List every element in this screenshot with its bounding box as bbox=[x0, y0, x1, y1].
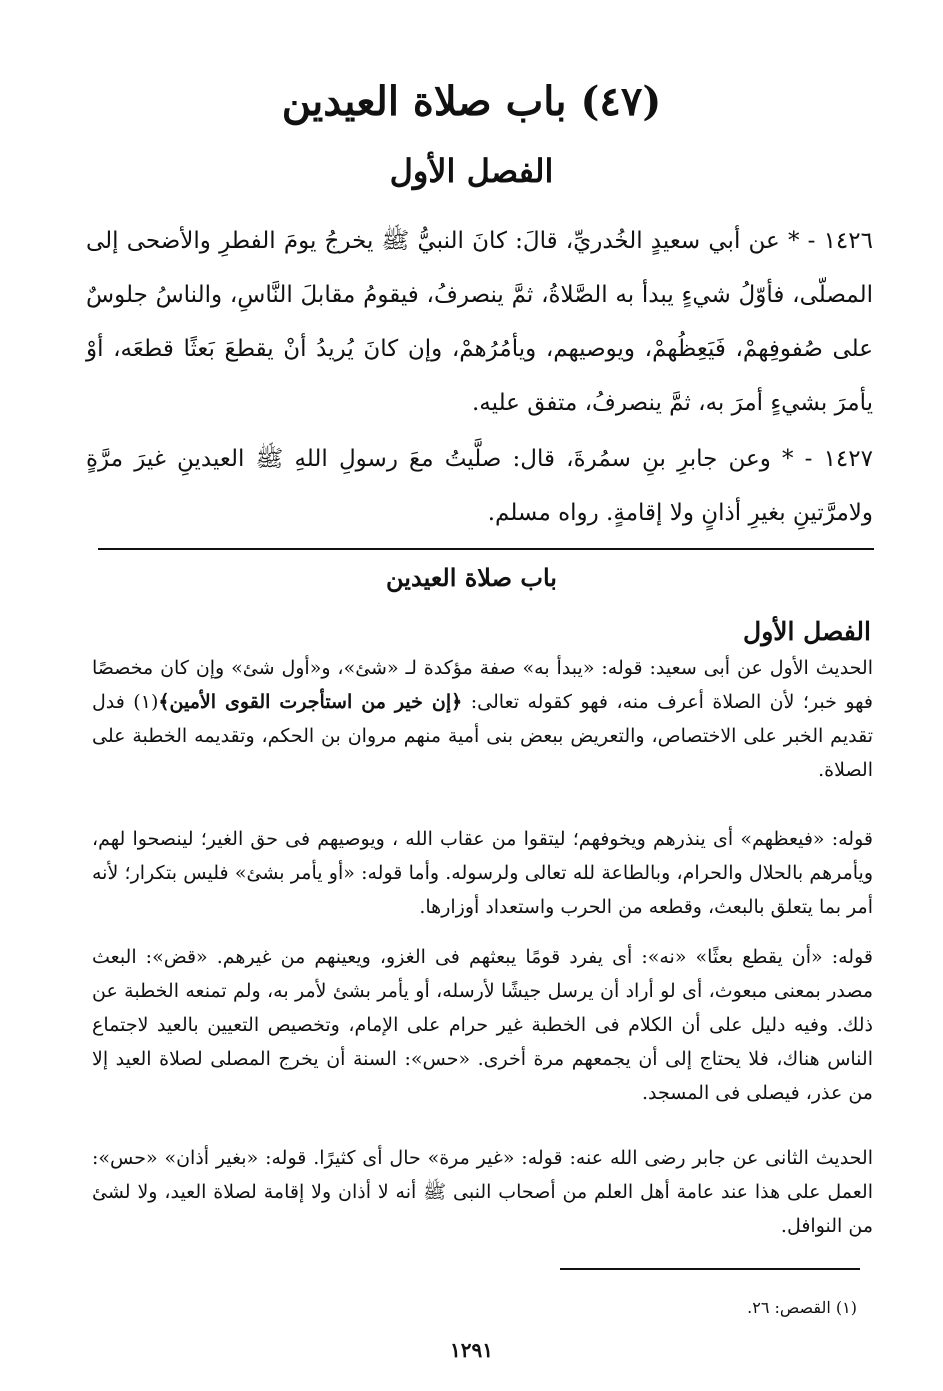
quran-quote: ﴿إن خير من استأجرت القوى الأمين﴾ bbox=[158, 691, 463, 713]
hadith-1426 bbox=[86, 214, 873, 430]
footnote: (١) القصص: ٢٦. bbox=[747, 1298, 857, 1317]
commentary-text: (١) فدل تقديم الخبر على الاختصاص، والتعريض ببعض بنى أمية منهم مروان بن الحكم، وتقديمه الخطبة على الصلاة. bbox=[92, 691, 873, 781]
hadith-text: وعن جابرِ بنِ سمُرةَ، قال: صلَّيتُ معَ رسولِ اللهِ ﷺ العيدينِ غيرَ مرَّةٍ ولامرَّتينِ بغيرِ أذانٍ ولا إقامةٍ. رواه مسلم. bbox=[86, 446, 873, 526]
section-title: الفصل الأول bbox=[389, 152, 554, 190]
section-divider bbox=[98, 548, 874, 550]
chapter-title: (٤٧) باب صلاة العيدين bbox=[281, 78, 662, 125]
commentary-text: الحديث الأول عن أبى سعيد: قوله: «يبدأ به» صفة مؤكدة لـ «شئ»، و«أول شئ» وإن كان مخصصًا فهو خبر؛ لأن الصلاة أعرف منه، فهو كقوله تعالى: bbox=[92, 657, 874, 713]
hadith-number: ١٤٢٧ - * bbox=[782, 446, 873, 472]
commentary-paragraph-1 bbox=[92, 651, 873, 787]
commentary-subtitle: الفصل الأول bbox=[743, 617, 871, 646]
footnote-divider bbox=[560, 1268, 860, 1270]
commentary-paragraph-4: الحديث الثانى عن جابر رضى الله عنه: قوله: «غير مرة» حال أى كثيرًا. قوله: «بغير أذان» «حس»: العمل على هذا عند عامة أهل العلم من أصحاب النبى ﷺ أنه لا أذان ولا إقامة لصلاة العيد، ولا لشئ من النوافل. bbox=[92, 1147, 873, 1237]
commentary-paragraph-2: قوله: «فيعظهم» أى ينذرهم ويخوفهم؛ ليتقوا من عقاب الله ، ويوصيهم فى حق الغير؛ لينصحوا لهم، ويأمرهم بالحلال والحرام، وبالطاعة لله تعالى ولرسوله. وأما قوله: «أو يأمر بشئ» فليس بتكرار؛ لأنه أمر بما يتعلق بالبعث، وقطعه من الحرب واستعداد أوزارها. bbox=[92, 828, 873, 918]
page-number: ١٢٩١ bbox=[450, 1338, 493, 1362]
hadith-number: ١٤٢٦ - * bbox=[787, 228, 873, 254]
hadith-text: عن أبي سعيدٍ الخُدريِّ، قالَ: كانَ النبيُّ ﷺ يخرجُ يومَ الفطرِ والأضحى إلى المصلّى، فأوّلُ شيءٍ يبدأ به الصَّلاةُ، ثمَّ ينصرفُ، فيقومُ مقابلَ النَّاسِ، والناسُ جلوسٌ على صُفوفِهمْ، فَيَعِظُهمْ، ويوصيهم، ويأمُرُهمْ، وإن كانَ يُريدُ أنْ يقطعَ بَعثًا قطعَه، أوْ يأمرَ بشيءٍ أمرَ به، ثمَّ ينصرفُ، متفق عليه. bbox=[86, 228, 873, 416]
commentary-paragraph-3: قوله: «أن يقطع بعثًا» «نه»: أى يفرد قومًا يبعثهم فى الغزو، ويعينهم من غيرهم. «قض»: البعث مصدر بمعنى مبعوث، أى لو أراد أن يرسل جيشًا لأرسله، أو يأمر بشئ لأمر به، ولم تمنعه الخطبة عن ذلك. وفيه دليل على أن الكلام فى الخطبة غير حرام على الإمام، وتخصيص التعيين بالعيد لاجتماع الناس هناك، فلا يحتاج إلى أن يجمعهم مرة أخرى. «حس»: السنة أن يخرج المصلى لصلاة العيد إلا من عذر، فيصلى فى المسجد. bbox=[92, 946, 873, 1104]
commentary-title: باب صلاة العيدين bbox=[386, 563, 557, 592]
hadith-1427 bbox=[86, 432, 873, 540]
